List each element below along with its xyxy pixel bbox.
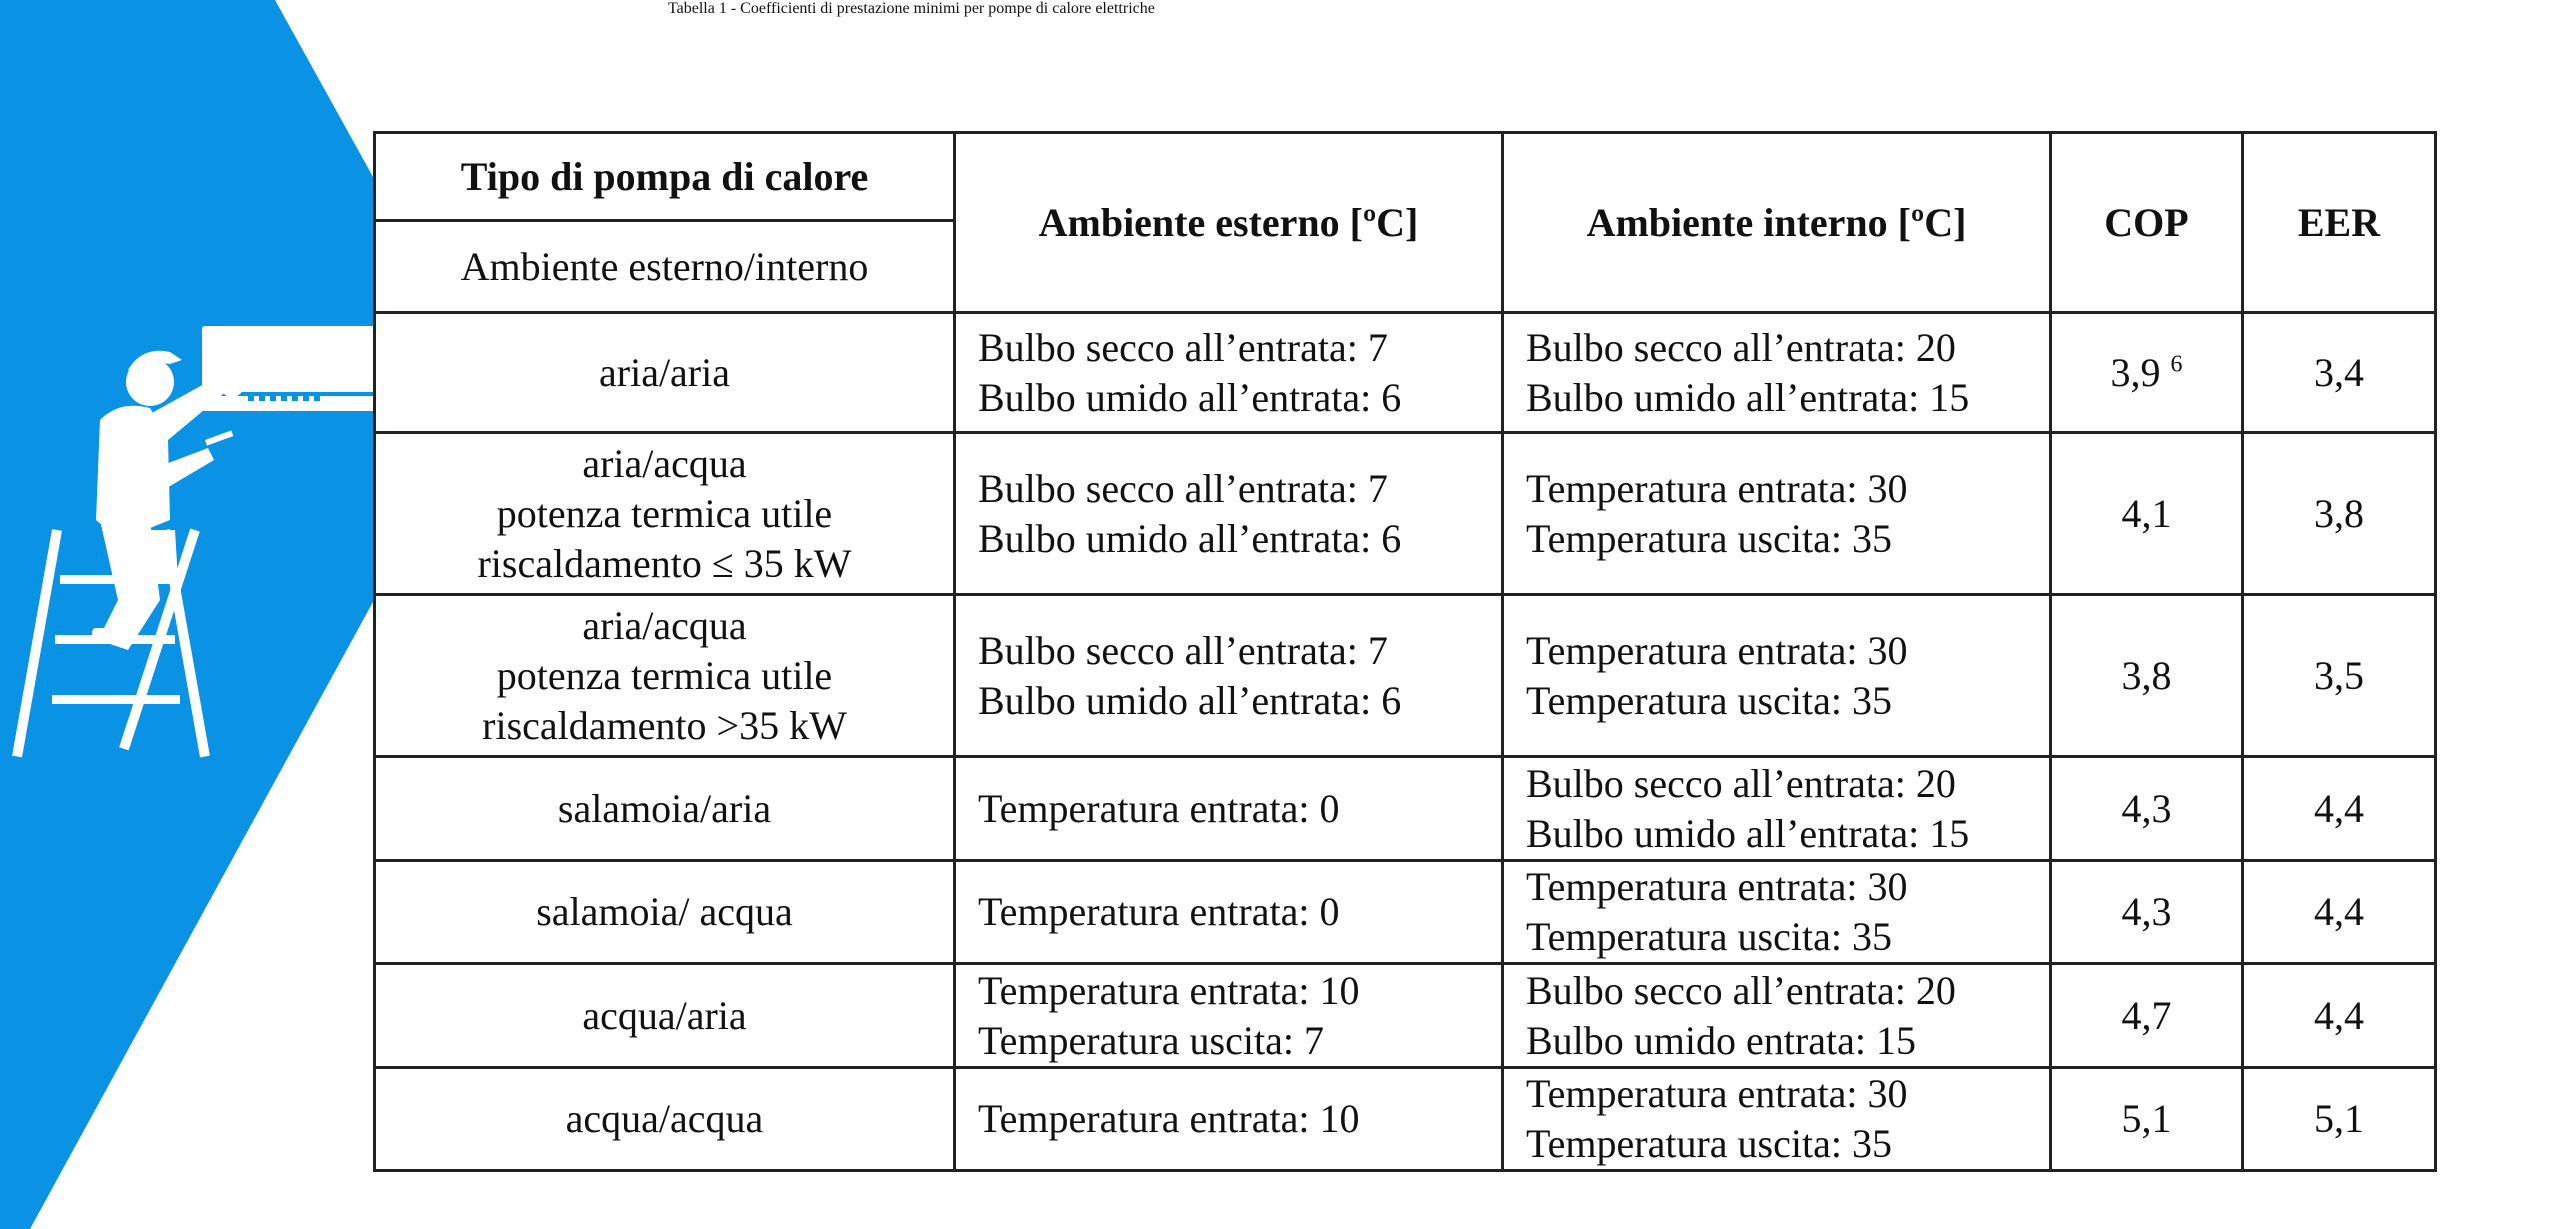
internal-line: Bulbo umido all’entrata: 15 — [1526, 374, 1970, 420]
external-line: Temperatura entrata: 10 — [978, 967, 1360, 1013]
type-line: acqua/aria — [582, 992, 747, 1038]
table-row — [375, 757, 2436, 861]
cell-type — [375, 1068, 955, 1171]
table-body — [375, 313, 2436, 1171]
type-line: aria/acqua — [582, 602, 747, 648]
internal-line: Bulbo secco all’entrata: 20 — [1526, 760, 1956, 806]
cop-value: 4,1 — [2121, 490, 2172, 536]
header-internal: Ambiente interno [ºC] — [1503, 133, 2051, 313]
internal-line: Temperatura entrata: 30 — [1526, 627, 1908, 673]
internal-line: Temperatura uscita: 35 — [1526, 515, 1892, 561]
internal-line: Bulbo secco all’entrata: 20 — [1526, 967, 1956, 1013]
type-line: riscaldamento ≤ 35 kW — [477, 540, 852, 586]
cell-external — [955, 313, 1503, 433]
internal-line: Temperatura uscita: 35 — [1526, 677, 1892, 723]
external-line: Bulbo umido all’entrata: 6 — [978, 515, 1402, 561]
type-line: salamoia/ acqua — [536, 889, 793, 934]
cell-internal — [1503, 964, 2051, 1068]
cop-value: 3,9 — [2110, 349, 2161, 395]
cell-external — [955, 964, 1503, 1068]
internal-line: Temperatura entrata: 30 — [1526, 864, 1908, 909]
cell-cop — [2051, 757, 2243, 861]
cell-type — [375, 595, 955, 757]
type-line: potenza termica utile — [496, 490, 833, 536]
cell-internal — [1503, 595, 2051, 757]
table-row — [375, 861, 2436, 964]
external-line: Temperatura entrata: 0 — [978, 889, 1340, 934]
table-row — [375, 313, 2436, 433]
type-line: aria/acqua — [582, 440, 747, 486]
internal-line: Bulbo umido entrata: 15 — [1526, 1017, 1916, 1063]
type-line: salamoia/aria — [557, 785, 772, 831]
header-type-subtitle: Ambiente esterno/interno — [375, 221, 955, 313]
cell-external — [955, 757, 1503, 861]
table-row — [375, 433, 2436, 595]
internal-line: Bulbo secco all’entrata: 20 — [1526, 324, 1956, 370]
internal-line: Bulbo umido all’entrata: 15 — [1526, 810, 1970, 856]
external-line: Bulbo umido all’entrata: 6 — [978, 374, 1402, 420]
cell-type — [375, 313, 955, 433]
internal-line: Temperatura uscita: 35 — [1526, 914, 1892, 959]
cell-eer: 3,5 — [2243, 595, 2436, 757]
cell-external — [955, 861, 1503, 964]
cell-internal — [1503, 433, 2051, 595]
cell-eer: 3,4 — [2243, 313, 2436, 433]
cell-type — [375, 433, 955, 595]
external-line: Bulbo secco all’entrata: 7 — [978, 324, 1388, 370]
internal-line: Temperatura uscita: 35 — [1526, 1121, 1892, 1166]
table-row — [375, 595, 2436, 757]
cell-cop — [2051, 1068, 2243, 1171]
cell-type — [375, 757, 955, 861]
external-line: Bulbo secco all’entrata: 7 — [978, 465, 1388, 511]
external-line: Temperatura uscita: 7 — [978, 1017, 1324, 1063]
type-line: riscaldamento >35 kW — [482, 702, 847, 748]
cop-value: 4,7 — [2121, 992, 2172, 1038]
cell-cop — [2051, 595, 2243, 757]
external-line: Temperatura entrata: 0 — [978, 785, 1340, 831]
cell-cop — [2051, 433, 2243, 595]
cop-value: 4,3 — [2121, 785, 2172, 831]
external-line: Temperatura entrata: 10 — [978, 1096, 1360, 1141]
cell-external — [955, 595, 1503, 757]
type-line: acqua/acqua — [565, 1096, 764, 1141]
table-row — [375, 964, 2436, 1068]
cell-type — [375, 964, 955, 1068]
cell-internal — [1503, 1068, 2051, 1171]
table-caption: Tabella 1 - Coefficienti di prestazione minimi per pompe di calore elettriche — [668, 0, 1155, 17]
cop-value: 5,1 — [2121, 1096, 2172, 1141]
cell-type — [375, 861, 955, 964]
external-line: Bulbo umido all’entrata: 6 — [978, 677, 1402, 723]
table-row — [375, 1068, 2436, 1171]
cell-external — [955, 433, 1503, 595]
cell-eer: 4,4 — [2243, 861, 2436, 964]
type-line: potenza termica utile — [496, 652, 833, 698]
type-line: aria/aria — [599, 349, 730, 395]
cell-eer: 5,1 — [2243, 1068, 2436, 1171]
cell-internal — [1503, 313, 2051, 433]
cell-cop — [2051, 313, 2243, 433]
cell-internal — [1503, 757, 2051, 861]
cell-eer: 3,8 — [2243, 433, 2436, 595]
footnote-marker: 6 — [2170, 351, 2183, 378]
header-external: Ambiente esterno [ºC] — [955, 133, 1503, 313]
internal-line: Temperatura entrata: 30 — [1526, 465, 1908, 511]
cell-cop — [2051, 861, 2243, 964]
cell-cop — [2051, 964, 2243, 1068]
cop-value: 4,3 — [2121, 889, 2172, 934]
performance-table — [373, 131, 2437, 1172]
cop-value: 3,8 — [2121, 652, 2172, 698]
cell-internal — [1503, 861, 2051, 964]
internal-line: Temperatura entrata: 30 — [1526, 1071, 1908, 1116]
header-eer: EER — [2243, 133, 2436, 313]
cell-external — [955, 1068, 1503, 1171]
header-type-title: Tipo di pompa di calore — [375, 133, 955, 221]
cell-eer: 4,4 — [2243, 964, 2436, 1068]
cell-eer: 4,4 — [2243, 757, 2436, 861]
header-cop: COP — [2051, 133, 2243, 313]
external-line: Bulbo secco all’entrata: 7 — [978, 627, 1388, 673]
